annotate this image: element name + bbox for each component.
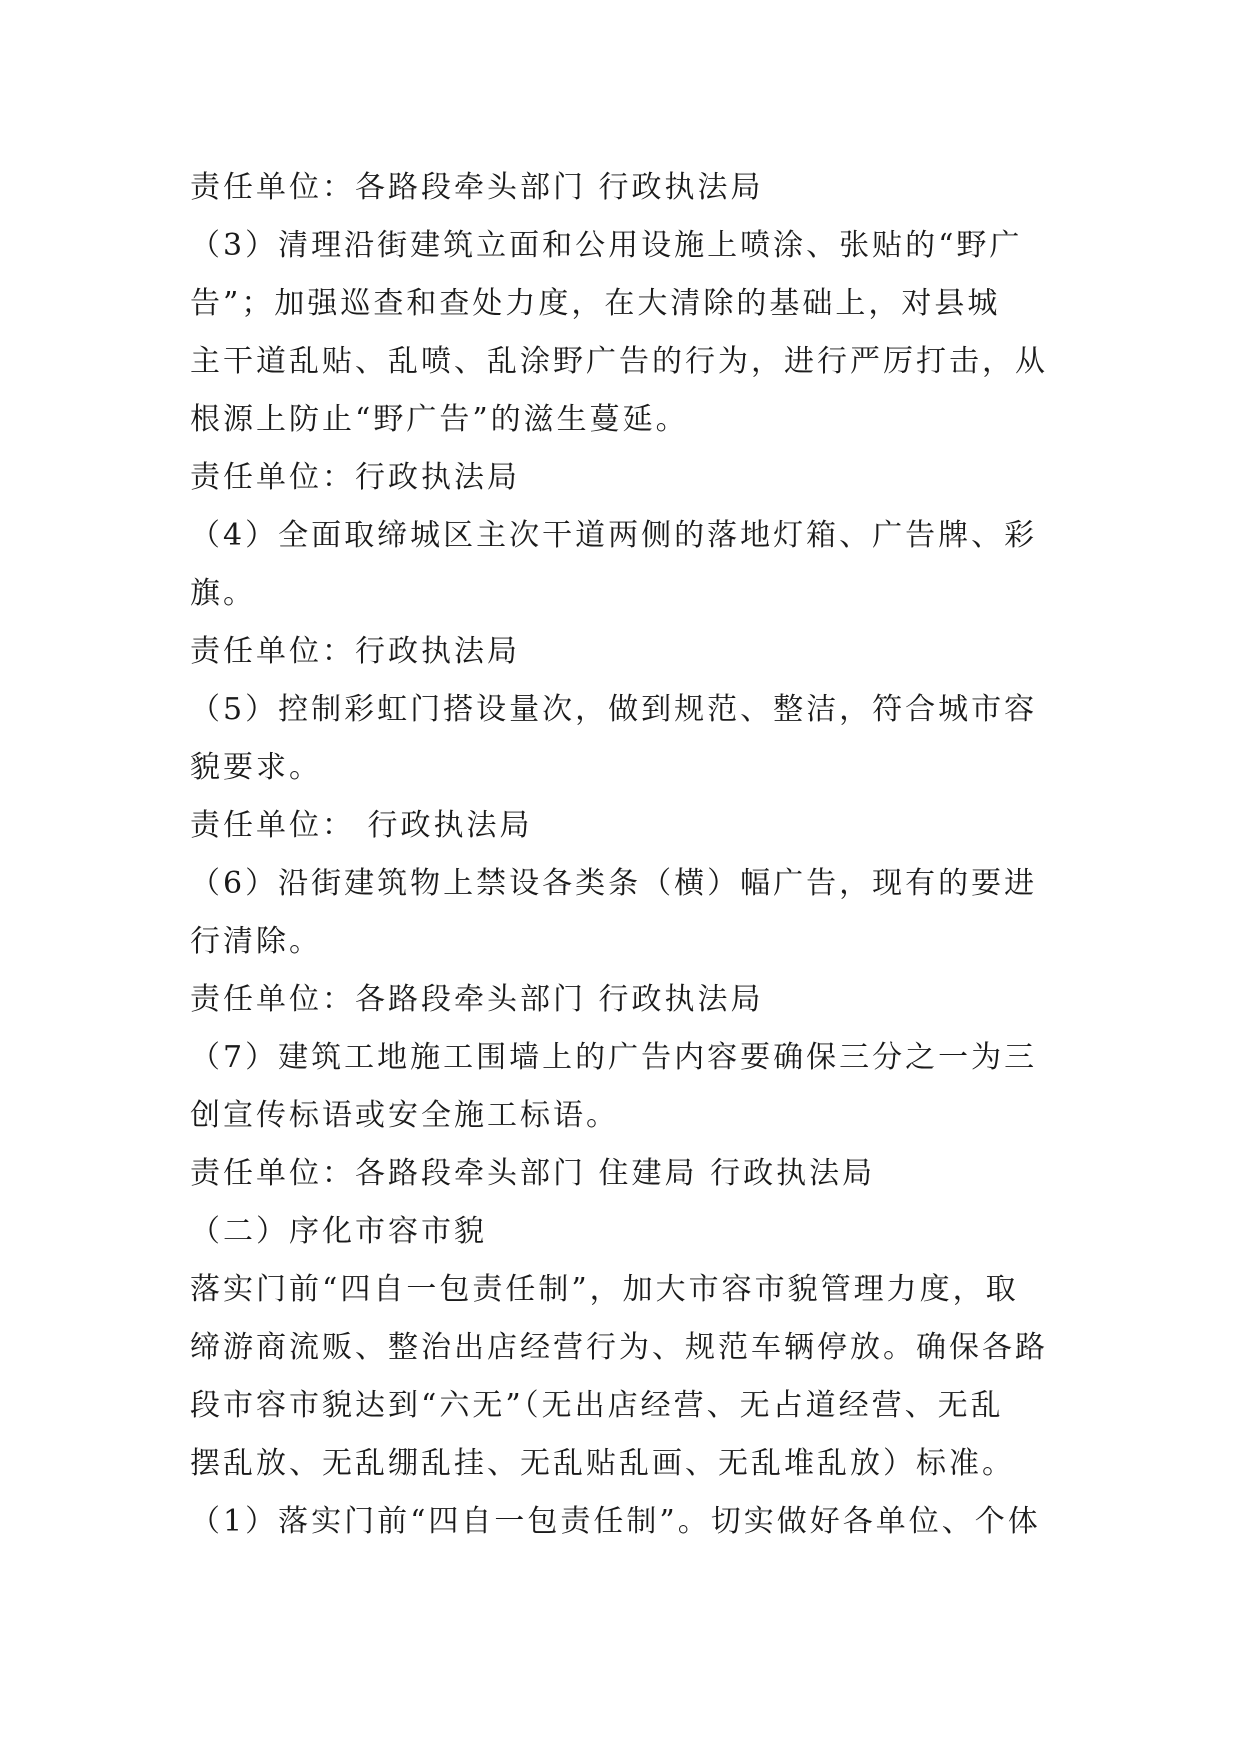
text-line: 缔游商流贩、整治出店经营行为、规范车辆停放。确保各路	[190, 1330, 1048, 1365]
text-line: 告”；加强巡查和查处力度，在大清除的基础上，对县城	[190, 286, 1001, 321]
text-line: 旗。	[190, 576, 256, 611]
text-line: 摆乱放、无乱绷乱挂、无乱贴乱画、无乱堆乱放）标准。	[190, 1446, 1015, 1481]
text-line: 创宣传标语或安全施工标语。	[190, 1098, 619, 1133]
text-line: 貌要求。	[190, 750, 322, 785]
text-line: （5）控制彩虹门搭设量次，做到规范、整洁，符合城市容	[190, 692, 1038, 727]
text-line: 责任单位：各路段牵头部门 住建局 行政执法局	[190, 1156, 876, 1191]
text-line: 责任单位： 行政执法局	[190, 808, 533, 843]
text-line: 主干道乱贴、乱喷、乱涂野广告的行为，进行严厉打击，从	[190, 344, 1048, 379]
text-line: 责任单位：行政执法局	[190, 460, 520, 495]
text-line: 行清除。	[190, 924, 322, 959]
text-line: 责任单位：各路段牵头部门 行政执法局	[190, 170, 764, 205]
text-line: 根源上防止“野广告”的滋生蔓延。	[190, 402, 689, 437]
text-line: （1）落实门前“四自一包责任制”。切实做好各单位、个体	[190, 1504, 1041, 1539]
text-line: （6）沿街建筑物上禁设各类条（横）幅广告，现有的要进	[190, 866, 1038, 901]
text-line: （4）全面取缔城区主次干道两侧的落地灯箱、广告牌、彩	[190, 518, 1038, 553]
text-line: 段市容市貌达到“六无”（无出店经营、无占道经营、无乱	[190, 1388, 1004, 1423]
text-line: 责任单位：行政执法局	[190, 634, 520, 669]
text-line: （7）建筑工地施工围墙上的广告内容要确保三分之一为三	[190, 1040, 1038, 1075]
text-line: （3）清理沿街建筑立面和公用设施上喷涂、张贴的“野广	[190, 228, 1023, 263]
text-line: 责任单位：各路段牵头部门 行政执法局	[190, 982, 764, 1017]
section-heading: （二）序化市容市貌	[190, 1214, 487, 1249]
text-line: 落实门前“四自一包责任制”，加大市容市貌管理力度，取	[190, 1272, 1019, 1307]
